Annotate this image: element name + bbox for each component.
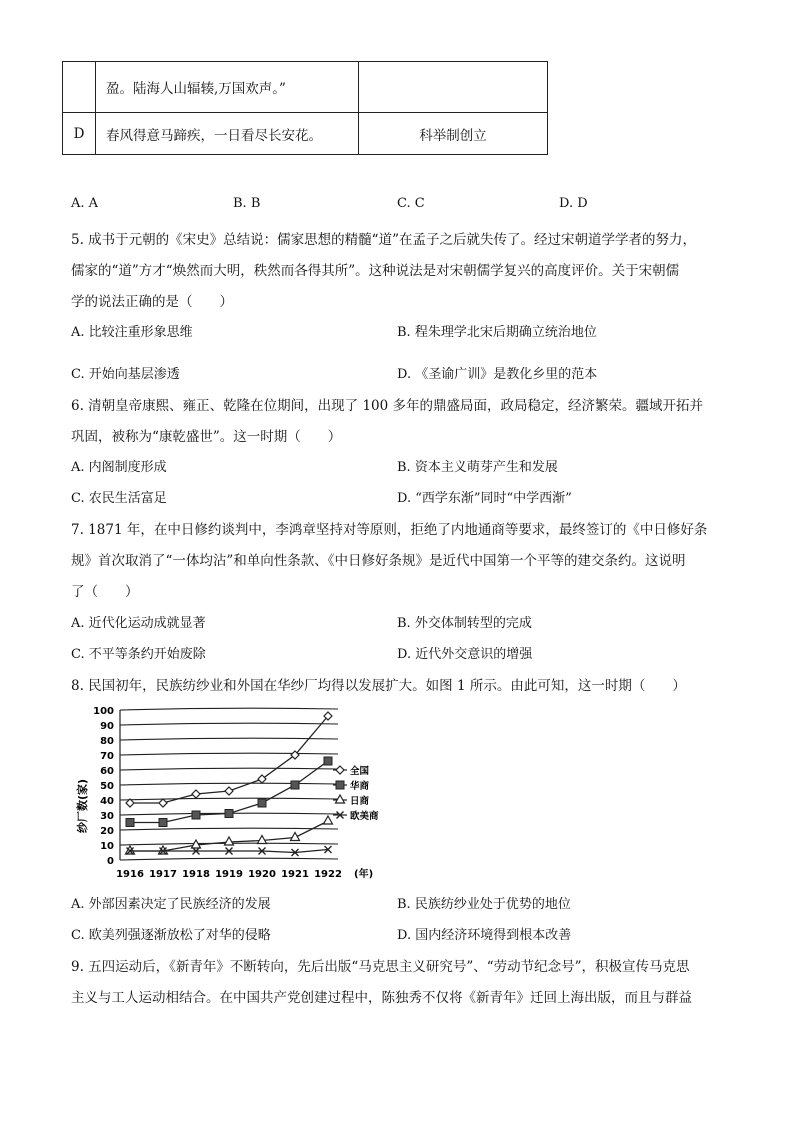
q7-option-d[interactable]: D. 近代外交意识的增强 xyxy=(397,647,533,662)
y-tick-label: 70 xyxy=(100,751,114,762)
gridline xyxy=(120,723,338,725)
data-point xyxy=(225,810,233,818)
table-row2-label: D xyxy=(63,113,96,155)
gridline xyxy=(120,753,338,755)
gridline xyxy=(120,738,338,740)
data-point xyxy=(192,790,200,798)
q8-option-a[interactable]: A. 外部因素决定了民族经济的发展 xyxy=(71,897,271,912)
x-tick-label: 1916 xyxy=(116,869,144,880)
data-point xyxy=(258,799,266,807)
gridline xyxy=(120,708,338,710)
q5-stem-line1: 5. 成书于元朝的《宋史》总结说：儒家思想的精髓“道”在孟子之后就失传了。经过宋朝道学学者的努力， xyxy=(71,232,696,248)
legend-label: 全国 xyxy=(350,766,370,777)
q7-stem-line2: 规》首次取消了“一体均沾”和单向性条款、《中日修好条规》是近代中国第一个平等的建交条约。这说明 xyxy=(71,553,686,569)
q5-option-b[interactable]: B. 程朱理学北宋后期确立统治地位 xyxy=(397,325,597,340)
series-4 xyxy=(127,846,332,856)
series-3 xyxy=(126,816,333,854)
data-point xyxy=(291,781,299,789)
q6-stem-line2: 巩固，被称为“康乾盛世”。这一时期（ ） xyxy=(71,429,342,445)
legend-label: 欧美商 xyxy=(350,811,379,822)
x-tick-label: 1917 xyxy=(149,869,177,880)
data-point xyxy=(159,799,167,807)
q5-stem-line3: 学的说法正确的是（ ） xyxy=(71,294,233,310)
q4-choice-d[interactable]: D. D xyxy=(559,196,588,211)
q4-choice-a[interactable]: A. A xyxy=(71,196,99,211)
q6-option-c[interactable]: C. 农民生活富足 xyxy=(71,491,167,506)
series-1 xyxy=(126,712,332,807)
y-tick-label: 50 xyxy=(100,781,114,792)
gridline xyxy=(120,768,338,770)
legend-label: 华商 xyxy=(350,781,370,792)
table-row2-poem: 春风得意马蹄疾，一日看尽长安花。 xyxy=(96,113,359,155)
x-axis-unit: (年) xyxy=(354,869,374,880)
y-tick-label: 20 xyxy=(100,826,114,837)
data-point xyxy=(324,816,333,824)
q7-option-b[interactable]: B. 外交体制转型的完成 xyxy=(397,616,532,631)
y-tick-label: 40 xyxy=(100,796,114,807)
x-tick-label: 1920 xyxy=(248,869,276,880)
q7-option-c[interactable]: C. 不平等条约开始废除 xyxy=(71,647,206,662)
q4-choice-c[interactable]: C. C xyxy=(397,196,425,211)
q6-option-a[interactable]: A. 内阁制度形成 xyxy=(71,460,167,475)
q8-line-chart xyxy=(70,698,379,888)
q5-option-d[interactable]: D. 《圣谕广训》是教化乡里的范本 xyxy=(397,367,598,382)
q6-option-b[interactable]: B. 资本主义萌芽产生和发展 xyxy=(397,460,558,475)
gridline xyxy=(120,798,338,800)
data-point xyxy=(192,811,200,819)
q5-option-a[interactable]: A. 比较注重形象思维 xyxy=(71,325,193,340)
q9-stem-line2: 主义与工人运动相结合。在中国共产党创建过程中，陈独秀不仅将《新青年》迁回上海出版，而且与群益 xyxy=(71,990,692,1006)
y-tick-label: 60 xyxy=(100,766,114,777)
q6-stem-line1: 6. 清朝皇帝康熙、雍正、乾隆在位期间，出现了 100 多年的鼎盛局面，政局稳定，经济繁荣。疆域开拓并 xyxy=(71,398,704,414)
y-tick-label: 0 xyxy=(107,856,114,867)
q7-stem-line1: 7. 1871 年，在中日修约谈判中，李鸿章坚持对等原则，拒绝了内地通商等要求，最终签订的《中日修好条 xyxy=(71,522,708,538)
x-tick-label: 1922 xyxy=(314,869,342,880)
q8-option-d[interactable]: D. 国内经济环境得到根本改善 xyxy=(397,928,572,943)
gridline xyxy=(120,858,338,860)
q9-stem-line1: 9. 五四运动后，《新青年》不断转向，先后出版“马克思主义研究号”、“劳动节纪念号”，积极宣传马克思 xyxy=(71,959,690,975)
q7-stem-line3: 了（ ） xyxy=(71,584,139,600)
y-tick-label: 90 xyxy=(100,721,114,732)
data-point xyxy=(258,836,267,844)
data-point xyxy=(225,787,233,795)
table-row2-event: 科举制创立 xyxy=(359,113,548,155)
gridline xyxy=(120,828,338,830)
x-tick-label: 1918 xyxy=(182,869,210,880)
q4-table-fragment xyxy=(62,61,548,155)
q7-option-a[interactable]: A. 近代化运动成就显著 xyxy=(71,616,206,631)
x-tick-label: 1919 xyxy=(215,869,243,880)
y-tick-label: 80 xyxy=(100,736,114,747)
q4-choice-b[interactable]: B. B xyxy=(233,196,261,211)
table-row1-event xyxy=(359,62,548,113)
data-point xyxy=(126,819,134,827)
y-tick-label: 100 xyxy=(93,706,114,717)
q8-stem-line1: 8. 民国初年，民族纺纱业和外国在华纱厂均得以发展扩大。如图 1 所示。由此可知，这一时期（ ） xyxy=(71,678,686,694)
q6-option-d[interactable]: D. “西学东渐”同时“中学西渐” xyxy=(397,491,572,506)
legend-label: 日商 xyxy=(350,796,370,807)
q5-option-c[interactable]: C. 开始向基层渗透 xyxy=(71,367,180,382)
data-point xyxy=(324,757,332,765)
q8-option-b[interactable]: B. 民族纺纱业处于优势的地位 xyxy=(397,897,571,912)
data-point xyxy=(225,837,234,845)
y-axis-label: 纱厂数(家) xyxy=(76,778,89,834)
gridline xyxy=(120,783,338,785)
data-point xyxy=(336,766,344,774)
x-tick-label: 1921 xyxy=(281,869,309,880)
q5-stem-line2: 儒家的“道”方才“焕然而大明，秩然而各得其所”。这种说法是对宋朝儒学复兴的高度评价。关于宋朝儒 xyxy=(71,263,680,279)
y-tick-label: 30 xyxy=(100,811,114,822)
data-point xyxy=(159,819,167,827)
table-row1-poem: 盈。陆海人山辐辏,万国欢声。” xyxy=(96,62,359,113)
table-row1-label xyxy=(63,62,96,113)
data-point xyxy=(336,781,344,789)
q8-option-c[interactable]: C. 欧美列强逐渐放松了对华的侵略 xyxy=(71,928,271,943)
y-tick-label: 10 xyxy=(100,841,114,852)
